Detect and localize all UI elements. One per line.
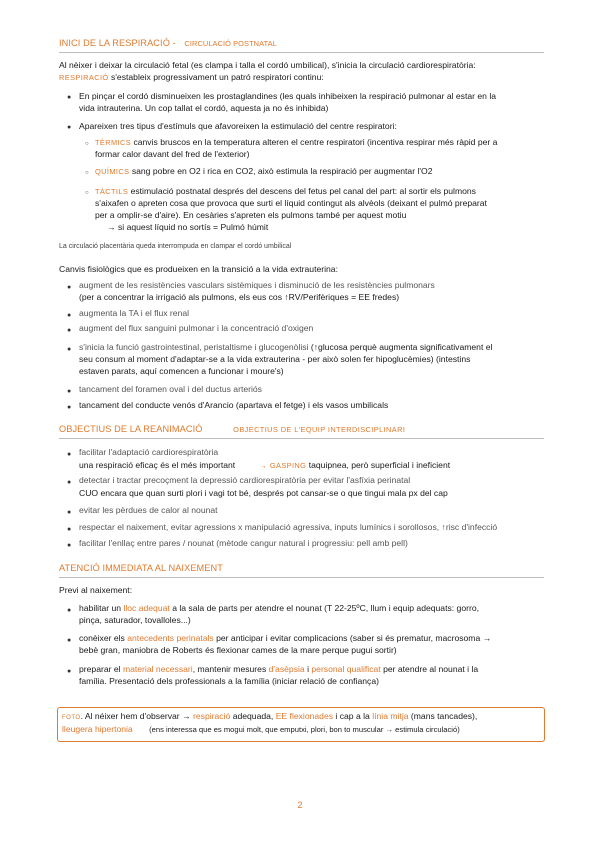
obs-hypertonia: lleugera hipertonia (62, 724, 133, 734)
bullet-icon: ● (67, 312, 72, 319)
objective-adaptation-sub-a: una respiració eficaç és el més important (79, 460, 236, 470)
change-gastro-2: seu consum al moment d'adaptar-se a la vida extrauterina - per això solen fer hipoglucèmies) (intestins (79, 354, 471, 364)
objective-bonding: facilitar l'enllaç entre pares / nounat (mètode cangur natural i progressiu: pell amb pell) (79, 538, 408, 548)
stimulus-tactile-1 (95, 186, 550, 197)
change-arancio: tancament del conducte venós d'Arancio (apartava el fetge) i els vasos umbilicals (79, 400, 389, 410)
observation-text-5: (ens interessa que es mogui molt, que emputxi, plori, bon to muscular → estimula circulació) (149, 725, 460, 734)
observation-line-1 (62, 711, 542, 724)
objective-detect-sub: CUO encara que quan surti plori i vagi tot bé, després pot cansar-se o que tingui mala px del cap (79, 488, 448, 498)
obs-respiration: respiració (193, 711, 231, 721)
heading-divider (59, 438, 544, 439)
bullet-icon: ● (67, 284, 72, 291)
change-pulmonary-flow: augment del flux sanguini pulmonar i la concentració d'oxigen (79, 323, 314, 333)
observation-text-3: i cap a la (335, 711, 370, 721)
change-foramen: tancament del foramen oval i del ductus arteriós (79, 384, 262, 394)
stimulus-tactile-text: estimulació postnatal després del descens del fetus pel canal del part: al sortir els pulmons (130, 186, 476, 196)
heading-title: INICI DE LA RESPIRACIÓ - (59, 38, 176, 48)
obs-midline: línia mitja (372, 711, 409, 721)
prep-material-text-a: preparar el (79, 664, 121, 674)
intro-line-2 (59, 72, 545, 83)
prep-history-text-a: conèixer els (79, 633, 125, 643)
prep-place-text-b: a la sala de parts per atendre el nounat (T 22-25ºC, llum i equip adequats: gorro, (172, 603, 479, 613)
change-gastro-gray: s'inicia la funció gastrointestinal, peristaltisme i glucogenòlisi (79, 342, 309, 352)
prep-history-text-b: per anticipar i evitar complicacions (saber si és prematur, macrosoma → (216, 633, 492, 643)
before-birth-label: Previ al naixement: (59, 585, 133, 595)
bullet-icon: ● (67, 668, 72, 675)
bullet-icon: ● (67, 388, 72, 395)
prep-material-text-c: i (307, 664, 309, 674)
change-gastro-3: estaven parats, aquí comencen a funcionar i moure's) (79, 366, 284, 376)
bullet-icon: ● (67, 607, 72, 614)
term-chemical: QUÍMICS (95, 167, 130, 176)
prep-material-highlight: material necessari (122, 664, 193, 674)
objective-detect: detectar i tractar precoçment la depressió cardiorespiratòria per evitar l'asfíxia perinatal (79, 475, 411, 485)
heading-title: OBJECTIUS DE LA REANIMACIÓ (59, 424, 203, 434)
bullet-icon: ● (67, 637, 72, 644)
intro-text: s'estableix progressivament un patró respiratori continu: (110, 72, 324, 82)
intro-highlight: RESPIRACIÓ (59, 73, 109, 82)
change-gastro-text: (↑glucosa perquè augmenta significativament el (310, 342, 493, 352)
stimulus-tactile-3: per a omplir-se d'aire). En cesàries s'apreten els pulmons també per aquest motiu (95, 210, 407, 220)
circle-bullet-icon: ○ (85, 170, 89, 176)
objective-adaptation-sub (79, 460, 565, 471)
change-resistances-1: augment de les resistències vasculars sistèmiques i disminució de les resistències pulmonars (79, 280, 435, 290)
prep-history-1 (79, 633, 549, 644)
objective-adaptation-sub-b: taquipnea, però superficial i ineficient (308, 460, 451, 470)
bullet-prostaglandins-1: En pinçar el cordó disminueixen les prostaglandines (les quals inhibeixen la respiració pulmonar al estar en la (79, 91, 497, 101)
bullet-icon: ● (67, 327, 72, 334)
circle-bullet-icon: ○ (85, 141, 89, 147)
observation-text-4: (mans tancades), (410, 711, 478, 721)
section-heading-attention: ATENCIÓ IMMEDIATA AL NAIXEMENT (59, 563, 223, 573)
bullet-icon: ● (67, 346, 72, 353)
heading-subtitle: CIRCULACIÓ POSTNATAL (184, 39, 277, 48)
prep-material-text-d: per atendre al nounat i la (383, 664, 479, 674)
observation-text-1: . Al néixer hem d'observar → (80, 711, 191, 721)
objective-adaptation: facilitar l'adaptació cardiorespiratòria (79, 447, 219, 457)
term-tactile: TÀCTILS (95, 187, 129, 196)
bullet-icon: ● (67, 124, 72, 131)
heading-divider (59, 577, 544, 578)
bullet-icon: ● (67, 451, 72, 458)
stimulus-chemical (95, 166, 550, 177)
changes-title: Canvis fisiològics que es produeixen en la transició a la vida extrauterina: (59, 264, 338, 274)
prep-material-text-b: , mantenir mesures (192, 664, 267, 674)
stimulus-thermal-text: canvis bruscos en la temperatura alteren el centre respiratori (incentiva respirar més ràpid per a (133, 137, 498, 147)
change-ta: augmenta la TA i el flux renal (79, 308, 190, 318)
heading-subtitle: OBJECTIUS DE L'EQUIP INTERDISCIPLINARI (233, 425, 406, 434)
stimulus-thermal-1 (95, 137, 550, 148)
bullet-icon: ● (67, 94, 72, 101)
stimulus-thermal-2: formar calor davant del fred de l'exterior) (95, 149, 250, 159)
observation-text-2: adequada, (232, 711, 274, 721)
prep-place-2: pinça, saturador, tovalloles...) (79, 615, 191, 625)
prep-material-2: família. Presentació dels professionals a la família (iniciar relació de confiança) (79, 676, 379, 686)
prep-history-highlight: antecedents perinatals (127, 633, 214, 643)
bullet-icon: ● (67, 404, 72, 411)
bullet-prostaglandins-2: vida intrauterina. Un cop tallat el cordó, aquesta ja no és inhibida) (79, 103, 329, 113)
objective-respect: respectar el naixement, evitar agressions x manipulació agressiva, inputs lumínics i sorollosos, ↑risc d'infecció (79, 522, 498, 532)
placenta-note: La circulació placentària queda interrompuda en clampar el cordó umbilical (59, 243, 292, 250)
bullet-icon: ● (67, 542, 72, 549)
stimulus-chemical-text: sang pobre en O2 i rica en CO2, això estimula la respiració per augmentar l'O2 (131, 166, 433, 176)
prep-history-2: bebè gran, maniobra de Roberts és flexionar cames de la mare perque pugui sortir) (79, 645, 397, 655)
observation-line-2 (62, 724, 542, 735)
page-number: 2 (297, 800, 303, 810)
prep-staff-highlight: personal qualificat (311, 664, 381, 674)
bullet-icon: ● (67, 479, 72, 486)
obs-flexed-limbs: EE flexionades (275, 711, 334, 721)
stimulus-tactile-4: → si aquest líquid no sortís = Pulmó húmit (107, 222, 269, 232)
section-heading-respiration (59, 38, 545, 49)
circle-bullet-icon: ○ (85, 190, 89, 196)
heading-divider (59, 52, 544, 53)
section-heading-reanimation (59, 424, 545, 435)
prep-material-1 (79, 664, 549, 675)
prep-place-1 (79, 603, 549, 614)
prep-place-highlight: lloc adequat (123, 603, 170, 613)
stimulus-tactile-2: s'aixafen o apreten cosa que provoca que surti el líquid contingut als alvèols (deixant el pulmó preparat (95, 198, 487, 208)
objective-heat: evitar les pèrdues de calor al nounat (79, 505, 218, 515)
term-thermal: TÈRMICS (95, 138, 132, 147)
prep-asepsis-highlight: d'asèpsia (268, 664, 305, 674)
change-gastro-1 (79, 342, 549, 353)
bullet-icon: ● (67, 509, 72, 516)
prep-place-text-a: habilitar un (79, 603, 122, 613)
photo-label: FOTO (62, 715, 81, 721)
bullet-icon: ● (67, 526, 72, 533)
bullet-stimuli: Apareixen tres tipus d'estímuls que afavoreixen la estimulació del centre respiratori: (79, 121, 397, 131)
intro-line-1: Al nèixer i deixar la circulació fetal (es clampa i talla el cordó umbilical), s'inicia la circulació cardiorespiratòria: (59, 60, 476, 70)
gasping-highlight: → GASPING (259, 461, 307, 470)
change-resistances-2: (per a concentrar la irrigació als pulmons, els eus cos ↑RV/Perifèriques = EE fredes) (79, 292, 400, 302)
